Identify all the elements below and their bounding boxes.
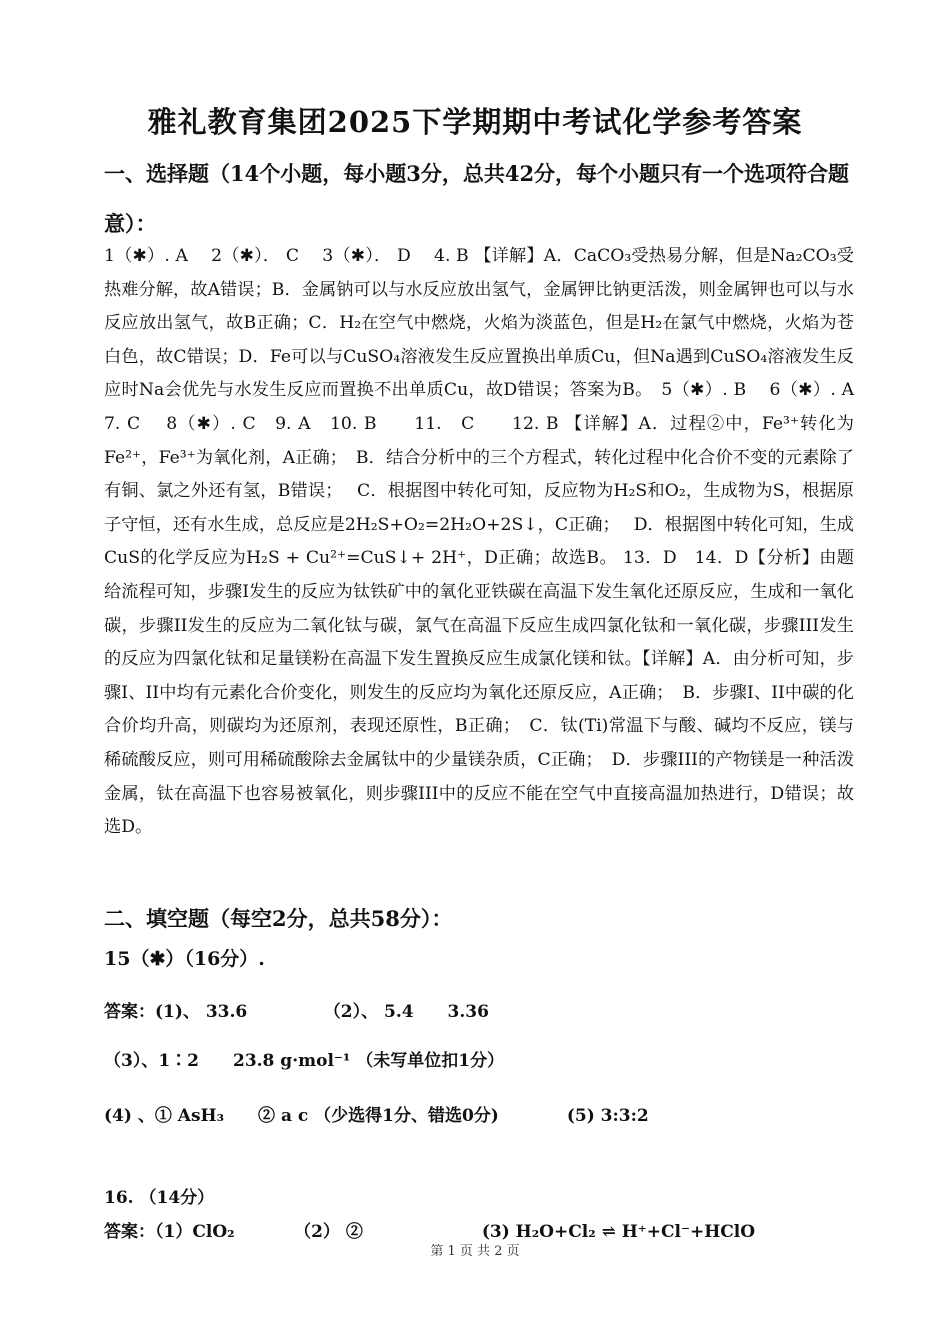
section2-heading: 二、填空题（每空2分，总共58分）：: [104, 906, 453, 931]
section1-heading: 一、选择题（14个小题，每小题3分，总共42分，每个小题只有一个选项符合题意）：: [104, 161, 850, 236]
q15-answer-line-1: 答案：(1)、 33.6 （2）、 5.4 3.36: [104, 1002, 489, 1022]
q16-answer-line-1: 答案：（1）ClO₂ （2） ② (3) H₂O+Cl₂ ⇌ H⁺+Cl⁻+HClO: [104, 1222, 756, 1242]
page-footer: 第 1 页 共 2 页: [430, 1244, 520, 1259]
q16-heading: 16. （14分）: [104, 1188, 215, 1208]
q15-heading: 15（✱）（16分）.: [104, 948, 265, 970]
page-title: 雅礼教育集团2025下学期期中考试化学参考答案: [147, 105, 803, 139]
section1-answers: 1（✱）. A 2（✱）． C 3（✱）． D 4. B 【详解】A．CaCO₃受热易分解，但是Na₂CO₃受热难分解，故A错误；B．金属钠可以与水反应放出氢气，金属钾比钠更活泼，则金属钾也可以与水反应放出氢气，故B正确；C．H₂在空气中燃烧，火焰为淡蓝色，但是H₂在氯气中燃烧，火焰为苍白色，故C错误；D．Fe可以与CuSO₄溶液发生反应置换出单质Cu，但Na遇到CuSO₄溶液发生反应时Na会优先与水发生反应而置换不出单质Cu，故D错误；答案为B。 5（✱）. B 6（✱）. A 7. C 8（✱）. C 9. A 10. B 11. C 12. B 【详解】A．过程②中，Fe³⁺转化为Fe²⁺，Fe³⁺为氧化剂，A正确； B．结合分析中的三个方程式，转化过程中化合价不变的元素除了有铜、氯之外还有氢，B错误； C．根据图中转化可知，反应物为H₂S和O₂，生成物为S，根据原子守恒，还有水生成，总反应是2H₂S+O₂=2H₂O+2S↓，C正确； D．根据图中转化可知，生成CuS的化学反应为H₂S + Cu²⁺=CuS↓+ 2H⁺，D正确；故选B。 13．D 14．D【分析】由题给流程可知，步骤I发生的反应为钛铁矿中的氧化亚铁碳在高温下发生氧化还原反应，生成和一氧化碳，步骤II发生的反应为二氧化钛与碳，氯气在高温下反应生成四氯化钛和一氧化碳，步骤III发生的反应为四氯化钛和足量镁粉在高温下发生置换反应生成氯化镁和钛。【详解】A．由分析可知，步骤I、II中均有元素化合价变化，则发生的反应均为氧化还原反应，A正确； B．步骤I、II中碳的化合价均升高，则碳均为还原剂，表现还原性，B正确； C．钛(Ti)常温下与酸、碱均不反应，镁与稀硫酸反应，则可用稀硫酸除去金属钛中的少量镁杂质，C正确； D．步骤III的产物镁是一种活泼金属，钛在高温下也容易被氧化，则步骤III中的反应不能在空气中直接高温加热进行，D错误；故选D。: [104, 246, 877, 838]
q15-answer-line-3: (4) 、① AsH₃ ② a c （少选得1分、错选0分) (5) 3:3:2: [104, 1106, 649, 1126]
q15-answer-line-2: （3）、1∶2 23.8 g·mol⁻¹ （未写单位扣1分）: [104, 1051, 505, 1071]
